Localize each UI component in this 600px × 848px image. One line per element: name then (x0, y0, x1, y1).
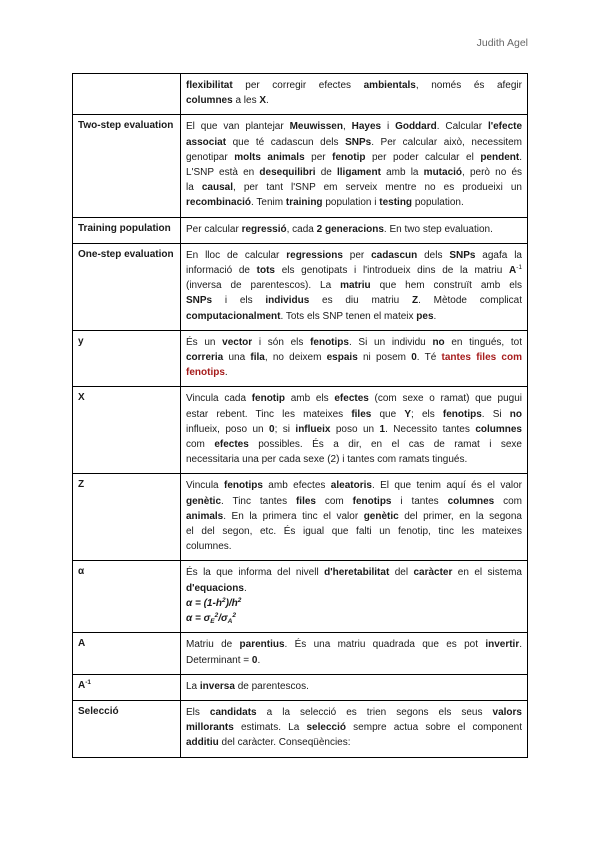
table-row (73, 633, 528, 674)
glossary-table (72, 73, 528, 758)
table-row (73, 330, 528, 387)
table-row (73, 474, 528, 561)
term-cell: Two-step evaluation (73, 115, 181, 217)
definition-cell: És un vector i són els fenotips. Si un individu no en tingués, tot correria una fila, no deixem espais ni posem 0. Té tantes files com fenotips. (181, 330, 528, 387)
term-cell: X (73, 387, 181, 474)
table-row (73, 243, 528, 330)
definition-cell: Vincula cada fenotip amb els efectes (com sexe o ramat) que pugui estar rebent. Tinc les mateixes files que Y; els fenotips. Si no influeix, poso un 0; si influeix poso un 1. Necessito tantes columnes com efectes possibles. És a dir, en el cas de ramat i sexe necessitaria una per cada sexe (2) i tantes com ramats tingués. (181, 387, 528, 474)
definition-cell: És la que informa del nivell d'heretabilitat del caràcter en el sistema d'equacions. $\alpha = (1-h^2)/h^2$ $\alpha = \sigma_E^2/\sigma_A^2$ (181, 561, 528, 633)
definition-cell: En lloc de calcular regressions per cadascun dels SNPs agafa la informació de tots els genotipats i l'introdueix dins de la matriu $A^{-1}$ (inversa de parentescos). La matriu que hem construït amb els SNPs i els individus es diu matriu Z. Mètode complicat computacionalment. Tots els SNP tenen el mateix pes. (181, 243, 528, 330)
table-row (73, 700, 528, 757)
table-row (73, 74, 528, 115)
term-cell: One-step evaluation (73, 243, 181, 330)
table-row (73, 217, 528, 243)
term-cell: A (73, 633, 181, 674)
definition-cell: Els candidats a la selecció es trien segons els seus valors millorants estimats. La selecció sempre actua sobre el component additiu del caràcter. Conseqüències: (181, 700, 528, 757)
definition-cell: Matriu de parentius. És una matriu quadrada que es pot invertir. Determinant = 0. (181, 633, 528, 674)
term-cell: y (73, 330, 181, 387)
term-cell: Training population (73, 217, 181, 243)
definition-cell: Vincula fenotips amb efectes aleatoris. El que tenim aquí és el valor genètic. Tinc tantes files com fenotips i tantes columnes com animals. En la primera tinc el valor genètic del primer, en la segona el del segon, etc. És igual que falti un fenotip, tinc les mateixes columnes. (181, 474, 528, 561)
table-row (73, 561, 528, 633)
definition-cell: El que van plantejar Meuwissen, Hayes i Goddard. Calcular l'efecte associat que té cadascun dels SNPs. Per calcular això, necessitem genotipar molts animals per fenotip per poder calcular el pendent. L'SNP està en desequilibri de lligament amb la mutació, però no és la causal, per tant l'SNP em serveix mentre no es produeixi un recombinació. Tenim training population i testing population. (181, 115, 528, 217)
term-cell: α (73, 561, 181, 633)
author-name: Judith Agel (476, 37, 528, 49)
definition-cell: flexibilitat per corregir efectes ambientals, només és afegir columnes a les X. (181, 74, 528, 115)
term-cell: $A^{-1}$ (73, 674, 181, 700)
term-cell: Z (73, 474, 181, 561)
table-row (73, 387, 528, 474)
definition-cell: Per calcular regressió, cada 2 generacions. En two step evaluation. (181, 217, 528, 243)
table-row (73, 115, 528, 217)
definition-cell: La inversa de parentescos. (181, 674, 528, 700)
term-cell: Selecció (73, 700, 181, 757)
table-row (73, 674, 528, 700)
term-cell (73, 74, 181, 115)
